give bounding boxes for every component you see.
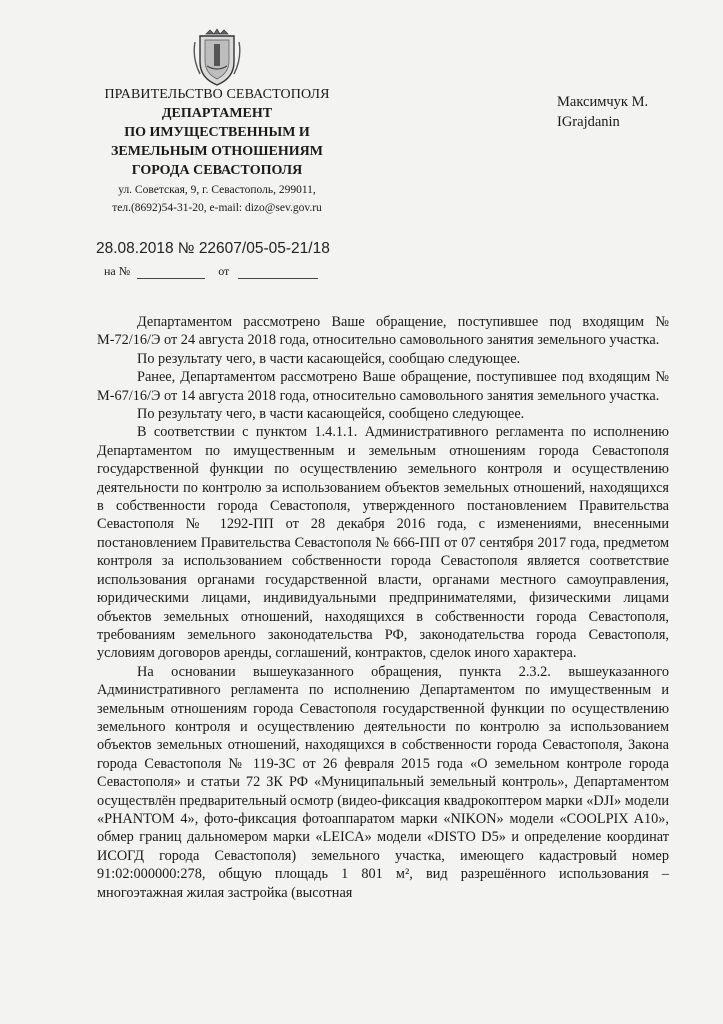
recipient-name: Максимчук М. [557,94,649,110]
body-paragraph: В соответствии с пунктом 1.4.1.1. Административного регламента по исполнению Департаментом по имущественным и земельным отношениям города Севастополя государственной функции по осуществлению земельного контроля и осуществлению деятельности по контролю за использованием объектов земельных отношений, находящихся в собственности города Севастополя, утвержденного постановлением Правительства Севастополя № 1292-ПП от 28 декабря 2016 года, с изменениями, внесенными постановлением Правительства Севастополя № 666-ПП от 07 сентября 2017 года, предметом контроля за использованием собственности города Севастополя является соответствие использования органами государственной власти, органами местного самоуправления, юридическими лицами, индивидуальными предпринимателями, физическими лицами объектов земельных отношений, находящихся в собственности города Севастополя, требованиям земельного законодательства РФ, законодательства города Севастополя, условиям договоров аренды, соглашений, контрактов, сделок иного характера. [97,424,669,662]
body-paragraph: По результату чего, в части касающейся, сообщено следующее. [137,406,525,423]
department-contacts: тел.(8692)54-31-20, e-mail: dizo@sev.gov.ru [112,202,322,214]
recipient-block [557,92,648,132]
recipient-username: IGrajdanin [557,114,620,130]
body-paragraph: На основании вышеуказанного обращения, пункта 2.3.2. вышеуказанного Административного регламента по исполнению Департаментом по имущественным и земельным отношениям города Севастополя государственной функции по осуществлению земельного контроля и осуществлению деятельности по контролю за использованием объектов земельных отношений, находящихся в собственности города Севастополя, Закона города Севастополя № 119-ЗС от 26 февраля 2015 года «О земельном контроле города Севастополя» и статьи 72 ЗК РФ «Муниципальный земельный контроль», Департаментом осуществлён предварительный осмотр (видео-фиксация квадрокоптером марки «DJI» модели «PHANTOM 4», фото-фиксация фотоаппаратом марки «NIKON» модели «COOLPIX A10», обмер границ дальномером марки «LEICA» модели «DISTO D5» и определение координат ИСОГД города Севастополя) земельного участка, имеющего кадастровый номер 91:02:000000:278, общую площадь 1 801 м², вид разрешённого использования – многоэтажная жилая застройка (высотная [97,663,669,901]
department-name-line: ДЕПАРТАМЕНТ [161,106,273,121]
department-name-line: ПО ИМУЩЕСТВЕННЫМ И [124,125,310,140]
body-paragraph: По результату чего, в части касающейся, сообщаю следующее. [137,350,521,367]
body-paragraph: Департаментом рассмотрено Ваше обращение, поступившее под входящим № М-72/16/Э от 24 августа 2018 года, относительно самовольного занятия земельного участка. [97,314,669,349]
reference-line [104,264,318,279]
ref-number-blank [137,266,205,279]
body-paragraph: Ранее, Департаментом рассмотрено Ваше обращение, поступившее под входящим № М-67/16/Э от 14 августа 2018 года, относительно самовольного занятия земельного участка. [97,369,669,404]
government-name: ПРАВИТЕЛЬСТВО СЕВАСТОПОЛЯ [104,87,330,102]
department-name-line: ЗЕМЕЛЬНЫМ ОТНОШЕНИЯМ [111,144,323,159]
sevastopol-coat-of-arms-icon [192,28,242,88]
department-name-line: ГОРОДА СЕВАСТОПОЛЯ [131,163,303,178]
ref-date-label: от [218,264,230,278]
ref-date-blank [238,266,318,279]
letter-body [97,313,669,902]
department-address: ул. Советская, 9, г. Севастополь, 299011, [118,184,316,196]
registration-date-number: 28.08.2018 № 22607/05-05-21/18 [96,240,330,257]
sender-header [84,86,350,216]
ref-number-label: на № [104,264,131,278]
